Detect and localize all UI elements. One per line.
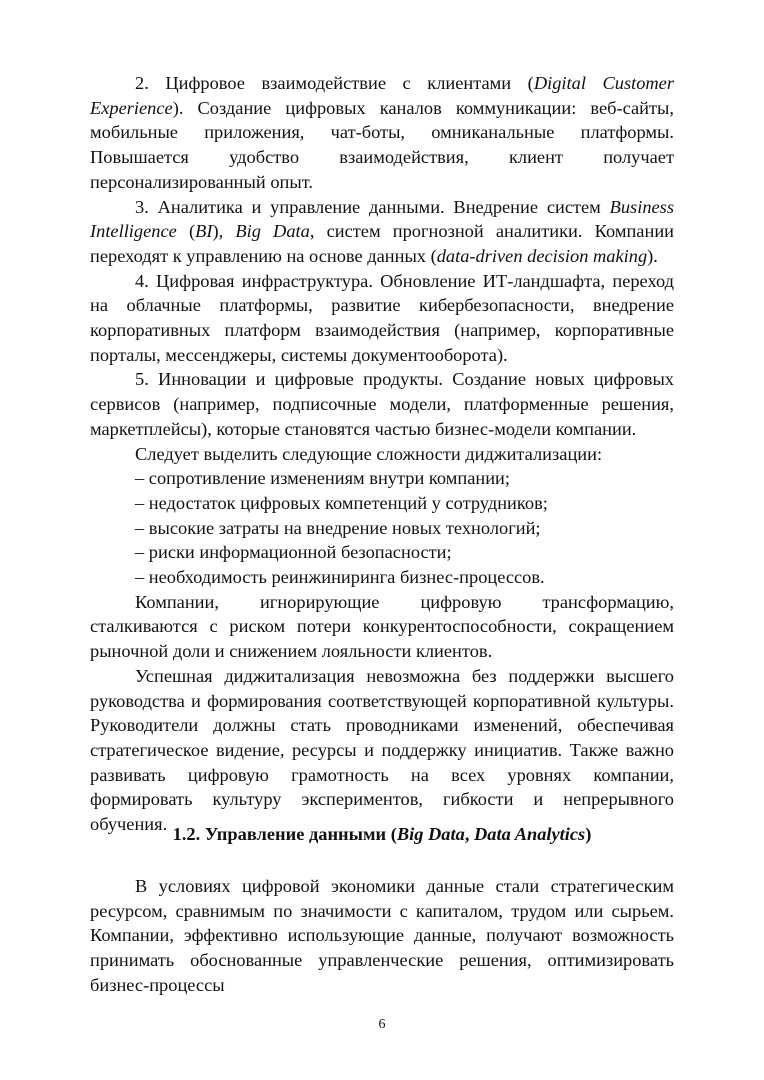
paragraph-text: 2. Цифровое взаимодействие с клиентами ( [135,73,534,93]
paragraph-text: ( [176,221,196,242]
heading-italic: Big Data [396,824,465,844]
italic-term: Business Intelligence [90,196,674,242]
paragraph-innovations: 5. Инновации и цифровые продукты. Создание новых цифровых сервисов (например, подписочные модели, платформенные решения, маркетплейсы), которые становятся частью бизнес-модели компании. [90,369,674,439]
list-item: – риски информационной безопасности; [135,542,452,563]
list-item: – необходимость реинжиниринга бизнес-процессов. [135,567,545,588]
heading-text: , [464,824,475,844]
italic-term: BI [195,221,213,242]
paragraph-infrastructure: 4. Цифровая инфраструктура. Обновление ИТ-ландшафта, переход на облачные платформы, развитие кибербезопасности, внедрение корпоративных платформ взаимодействия (например, корпоративные порталы, мессенджеры, системы документооборота). [90,270,674,365]
list-item: – высокие затраты на внедрение новых технологий; [135,517,541,538]
paragraph-success: Успешная диджитализация невозможна без поддержки высшего руководства и формирования соответствующей корпоративной культуры. Руководители должны стать проводниками изменений, обеспечивая стратегическое видение, ресурсы и поддержку инициатив. Также важно развивать цифровую грамотность на всех уровнях компании, формировать культуру экспериментов, гибкости и непрерывного обучения. [90,665,674,835]
paragraph-text: ). Создание цифровых каналов коммуникации: веб-сайты, мобильные приложения, чат-боты, омниканальные платформы. Повышается удобство взаимодействия, клиент получает персонализированный опыт. [90,97,674,192]
paragraph-risk: Компании, игнорирующие цифровую трансформацию, сталкиваются с риском потери конкурентоспособности, сокращением рыночной доли и снижением лояльности клиентов. [90,591,674,662]
paragraph-text: , систем прогнозной аналитики. Компании переходят к управлению на основе данных ( [90,221,674,266]
section-heading [90,822,674,846]
italic-term: Digital Customer Experience [90,73,675,118]
heading-text: ) [585,824,592,844]
list-item: – недостаток цифровых компетенций у сотрудников; [135,492,548,513]
paragraph-difficulties-intro: Следует выделить следующие сложности диджитализации: [135,443,603,464]
paragraph-text: 3. Аналитика и управление данными. Внедрение систем [135,196,610,217]
italic-term: data-driven decision making [436,245,648,266]
list-item: – сопротивление изменениям внутри компании; [135,468,511,489]
paragraph-analytics [90,195,674,269]
paragraph-data-resource: В условиях цифровой экономики данные стали стратегическим ресурсом, сравнимым по значимости с капиталом, трудом или сырьем. Компании, эффективно использующие данные, получают возможность принимать обоснованные управленческие решения, оптимизировать бизнес-процессы [90,876,674,995]
heading-italic: Data Analytics [474,824,586,844]
heading-text: 1.2. Управление данными ( [172,824,397,844]
section-text-block [90,874,674,998]
page-number: 6 [378,1017,386,1032]
paragraph-digital-customer-experience [90,71,674,195]
main-text-block [90,71,674,837]
paragraph-text: ). [647,245,658,266]
paragraph-text: ), [212,221,236,242]
italic-term: Big Data [235,221,310,242]
